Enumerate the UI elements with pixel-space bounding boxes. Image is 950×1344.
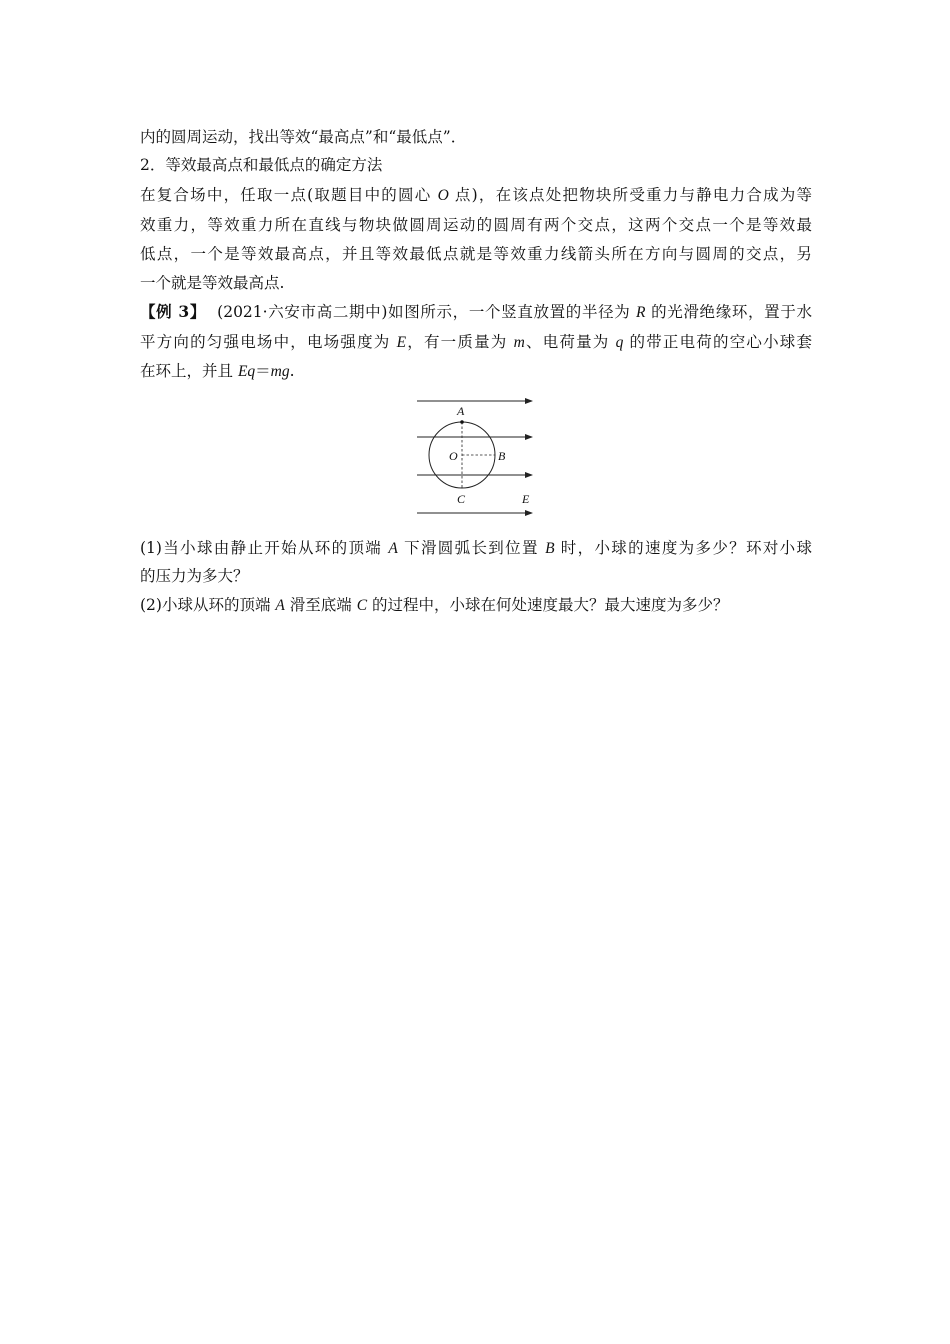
label-c: C	[457, 492, 466, 506]
question-1-line-2: 的压力为多大？	[140, 567, 249, 585]
label-e: E	[522, 492, 530, 506]
label-o: O	[449, 449, 458, 463]
label-a: A	[457, 404, 465, 418]
example-source: (2021·六安市高二期中)	[217, 303, 388, 321]
example-line-3: 在环上，并且 Eq＝mg.	[140, 362, 295, 380]
question-2-line-1: (2)小球从环的顶端 A 滑至底端 C 的过程中，小球在何处速度最大？最大速度为多少？	[140, 596, 729, 614]
ring-electric-field-figure	[412, 397, 538, 519]
ball-point	[460, 420, 464, 424]
section-heading: 2．等效最高点和最低点的确定方法	[140, 156, 383, 174]
example-label: 【例 3】	[140, 302, 206, 321]
example-line-1: 【例 3】 (2021·六安市高二期中)如图所示，一个竖直放置的半径为 R 的光滑绝缘环，置于水	[140, 302, 812, 321]
paragraph-line-4: 一个就是等效最高点.	[140, 274, 285, 292]
paragraph-continuation: 内的圆周运动，找出等效“最高点”和“最低点”．	[140, 128, 467, 146]
paragraph-line-3: 低点，一个是等效最高点，并且等效最低点就是等效重力线箭头所在方向与圆周的交点，另	[140, 245, 812, 263]
example-line-2: 平方向的匀强电场中，电场强度为 E，有一质量为 m、电荷量为 q 的带正电荷的空心小球套	[140, 333, 812, 351]
paragraph-line-2: 效重力，等效重力所在直线与物块做圆周运动的圆周有两个交点，这两个交点一个是等效最	[140, 216, 812, 234]
question-1-line-1: (1)当小球由静止开始从环的顶端 A 下滑圆弧长到位置 B 时，小球的速度为多少？环对小球	[140, 539, 812, 557]
paragraph-line-1: 在复合场中，任取一点(取题目中的圆心 O 点)，在该点处把物块所受重力与静电力合成为等	[140, 186, 812, 204]
label-b: B	[498, 449, 506, 463]
